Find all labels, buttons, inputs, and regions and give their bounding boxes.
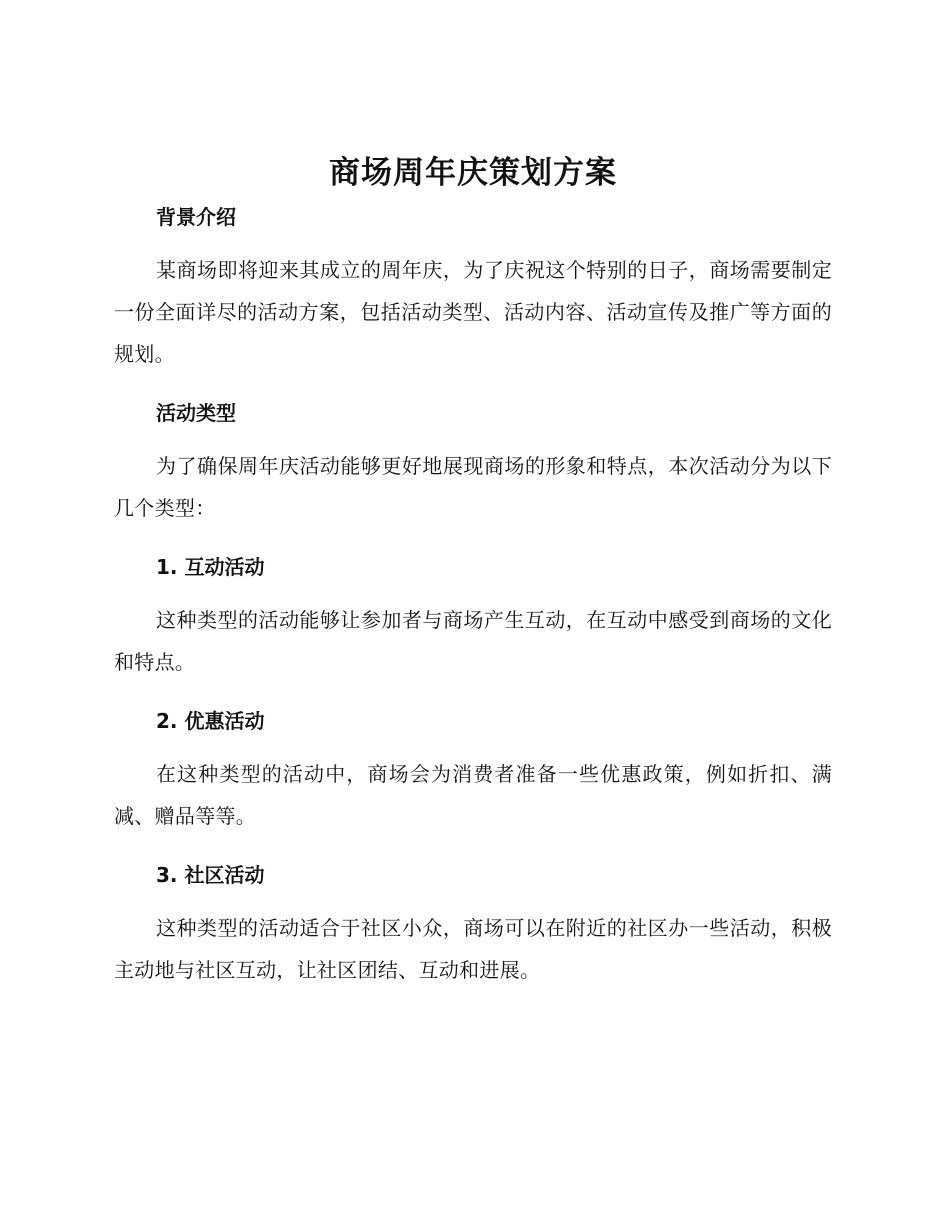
section-heading: 2. 优惠活动 <box>156 709 265 733</box>
page-title: 商场周年庆策划方案 <box>329 155 617 191</box>
section-paragraph: 为了确保周年庆活动能够更好地展现商场的形象和特点，本次活动分为以下几个类型： <box>114 454 832 520</box>
section-interactive-activity <box>114 550 832 683</box>
section-paragraph: 这种类型的活动适合于社区小众，商场可以在附近的社区办一些活动，积极主动地与社区互动，让社区团结、互动和进展。 <box>114 916 832 982</box>
section-heading: 活动类型 <box>156 401 236 425</box>
section-community-activity <box>114 858 832 991</box>
section-heading: 3. 社区活动 <box>156 863 265 887</box>
section-heading: 背景介绍 <box>156 205 236 229</box>
section-heading: 1. 互动活动 <box>156 555 265 579</box>
section-activity-types <box>114 396 832 529</box>
section-paragraph: 某商场即将迎来其成立的周年庆，为了庆祝这个特别的日子，商场需要制定一份全面详尽的活动方案，包括活动类型、活动内容、活动宣传及推广等方面的规划。 <box>114 258 832 366</box>
section-paragraph: 在这种类型的活动中，商场会为消费者准备一些优惠政策，例如折扣、满减、赠品等等。 <box>114 762 832 828</box>
section-paragraph: 这种类型的活动能够让参加者与商场产生互动，在互动中感受到商场的文化和特点。 <box>114 608 832 674</box>
section-background <box>114 200 832 375</box>
section-discount-activity <box>114 704 832 837</box>
